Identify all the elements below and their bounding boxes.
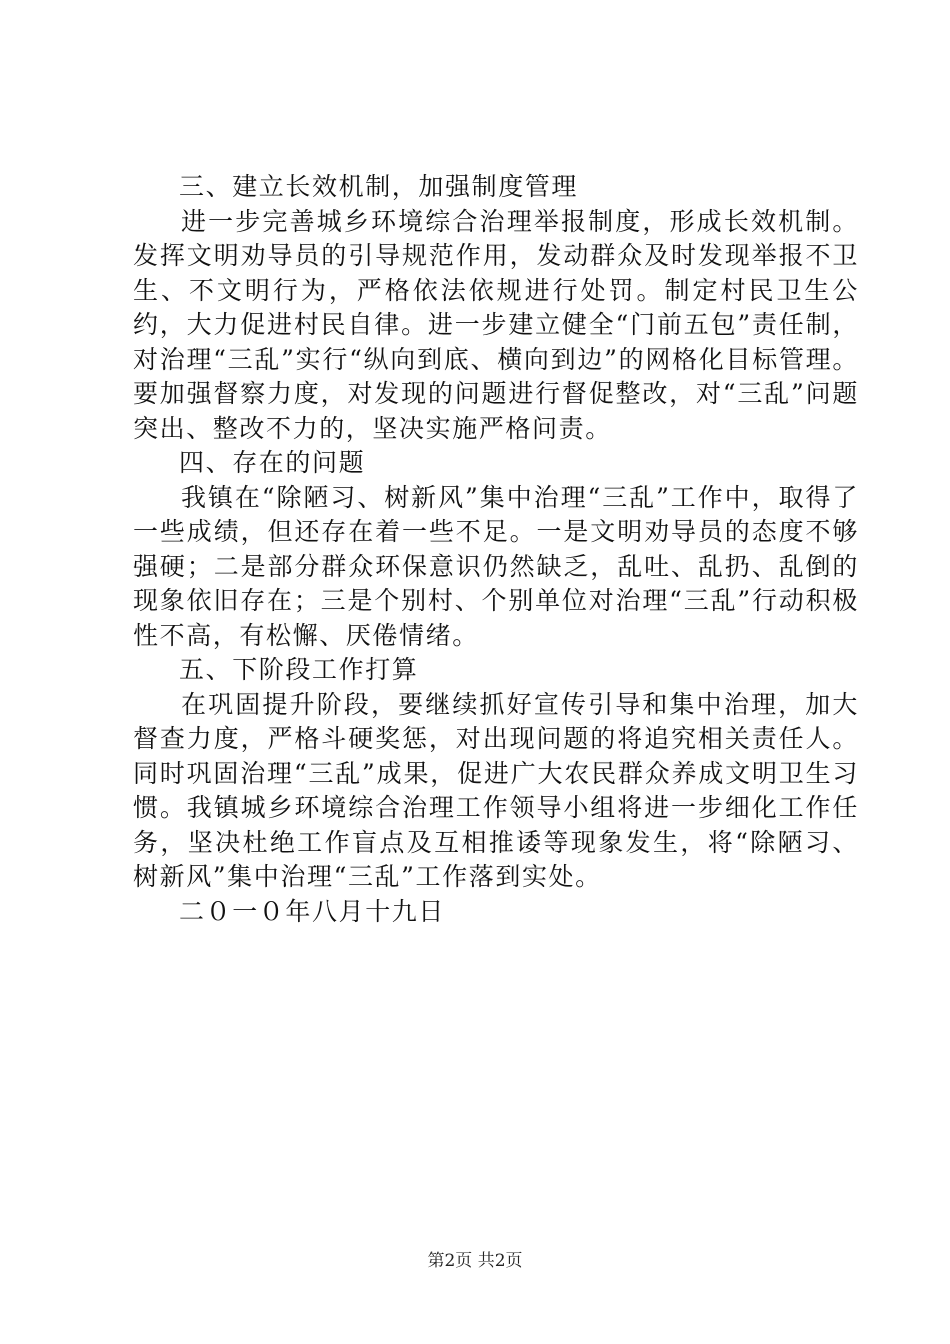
section-heading-5: 五、下阶段工作打算 xyxy=(179,655,419,684)
page-footer: 第2页 共2页 xyxy=(427,1251,523,1271)
section-paragraph-5: 在巩固提升阶段，要继续抓好宣传引导和集中治理，加大督查力度，严格斗硬奖惩，对出现问题的将追究相关责任人。同时巩固治理“三乱”成果，促进广大农民群众养成文明卫生习惯。我镇城乡环境综合治理工作领导小组将进一步细化工作任务，坚决杜绝工作盲点及互相推诿等现象发生，将“除陋习、树新风”集中治理“三乱”工作落到实处。 xyxy=(133,689,859,891)
section-heading-3: 三、建立长效机制，加强制度管理 xyxy=(179,172,579,201)
section-heading-4: 四、存在的问题 xyxy=(179,448,366,477)
document-date: 二０一０年八月十九日 xyxy=(179,896,446,926)
section-paragraph-3: 进一步完善城乡环境综合治理举报制度，形成长效机制。发挥文明劝导员的引导规范作用，发动群众及时发现举报不卫生、不文明行为，严格依法依规进行处罚。制定村民卫生公约，大力促进村民自律。进一步建立健全“门前五包”责任制，对治理“三乱”实行“纵向到底、横向到边”的网格化目标管理。要加强督察力度，对发现的问题进行督促整改，对“三乱”问题突出、整改不力的，坚决实施严格问责。 xyxy=(133,206,859,443)
section-paragraph-4: 我镇在“除陋习、树新风”集中治理“三乱”工作中，取得了一些成绩，但还存在着一些不足。一是文明劝导员的态度不够强硬；二是部分群众环保意识仍然缺乏，乱吐、乱扔、乱倒的现象依旧存在；三是个别村、个别单位对治理“三乱”行动积极性不高，有松懈、厌倦情绪。 xyxy=(133,482,859,650)
document-body xyxy=(133,170,859,929)
